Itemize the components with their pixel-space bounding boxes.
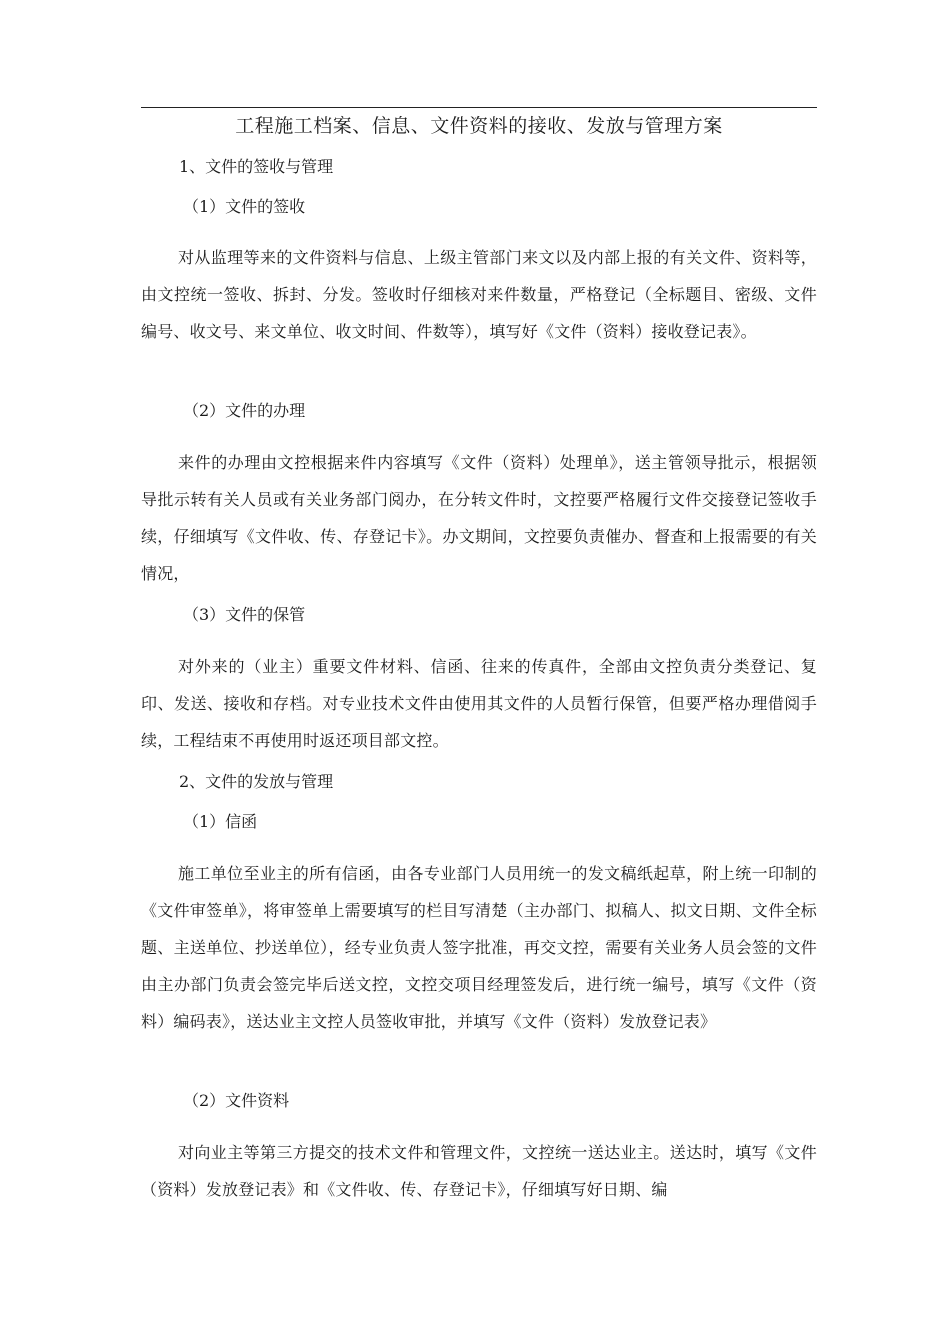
paragraph-1-2: 来件的办理由文控根据来件内容填写《文件（资料）处理单》，送主管领导批示，根据领导批示转有关人员或有关业务部门阅办，在分转文件时，文控要严格履行文件交接登记签收手续，仔细填写《文件收、传、存登记卡》。办文期间，文控要负责催办、督查和上报需要的有关情况，: [141, 453, 817, 583]
subsection-heading-1-3: （3）文件的保管: [183, 605, 306, 624]
subsection-heading-2-2: （2）文件资料: [183, 1091, 290, 1110]
document-title: 工程施工档案、信息、文件资料的接收、发放与管理方案: [235, 115, 723, 137]
paragraph-2-2: 对向业主等第三方提交的技术文件和管理文件，文控统一送达业主。送达时，填写《文件（资料）发放登记表》和《文件收、传、存登记卡》，仔细填写好日期、编: [141, 1143, 817, 1199]
subsection-heading-2-1: （1）信函: [183, 812, 258, 831]
paragraph-1-1: 对从监理等来的文件资料与信息、上级主管部门来文以及内部上报的有关文件、资料等，由文控统一签收、拆封、分发。签收时仔细核对来件数量，严格登记（全标题目、密级、文件编号、收文号、来文单位、收文时间、件数等），填写好《文件（资料）接收登记表》。: [141, 248, 817, 341]
paragraph-2-1: 施工单位至业主的所有信函，由各专业部门人员用统一的发文稿纸起草，附上统一印制的《文件审签单》，将审签单上需要填写的栏目写清楚（主办部门、拟稿人、拟文日期、文件全标题、主送单位、抄送单位），经专业负责人签字批准，再交文控，需要有关业务人员会签的文件由主办部门负责会签完毕后送文控，文控交项目经理签发后，进行统一编号，填写《文件（资料）编码表》，送达业主文控人员签收审批，并填写《文件（资料）发放登记表》: [141, 864, 817, 1031]
header-rule: [141, 107, 817, 108]
section-heading-1: 1、文件的签收与管理: [179, 157, 334, 176]
subsection-heading-1-2: （2）文件的办理: [183, 401, 306, 420]
paragraph-1-3: 对外来的（业主）重要文件材料、信函、往来的传真件，全部由文控负责分类登记、复印、发送、接收和存档。对专业技术文件由使用其文件的人员暂行保管，但要严格办理借阅手续，工程结束不再使用时返还项目部文控。: [141, 657, 817, 750]
section-heading-2: 2、文件的发放与管理: [179, 772, 334, 791]
subsection-heading-1-1: （1）文件的签收: [183, 197, 306, 216]
